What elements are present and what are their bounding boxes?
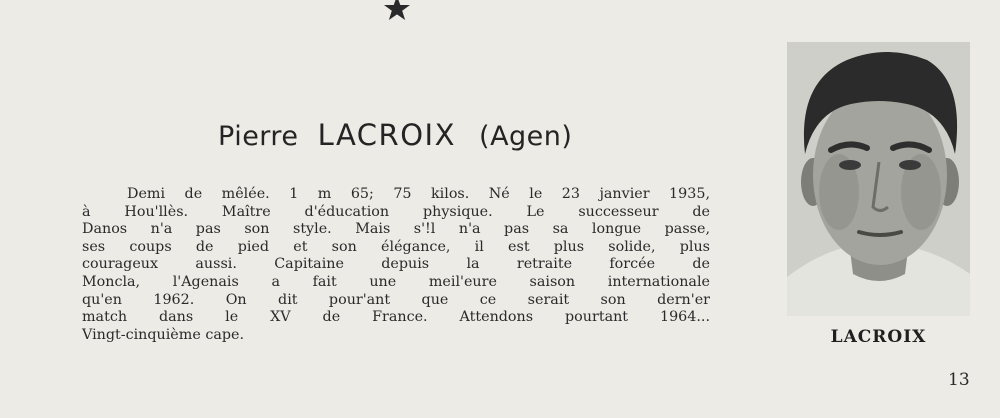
bio-line: Demi de mêlée. 1 m 65; 75 kilos. Né le 23 janvier 1935,	[127, 186, 710, 202]
bio-line: match dans le XV de France. Attendons pourtant 1964...	[82, 309, 710, 326]
page-number: 13	[948, 370, 970, 390]
bio-line: qu'en 1962. On dit pour'ant que ce serait son dern'er	[82, 291, 710, 308]
bio-line: ses coups de pied et son élégance, il est plus solide, plus	[82, 238, 710, 255]
player-first-name: Pierre	[218, 121, 299, 152]
bio-line: courageux aussi. Capitaine depuis la retraite forcée de	[82, 256, 710, 273]
player-heading	[218, 118, 572, 152]
player-portrait	[787, 42, 970, 316]
bio-line: Moncla, l'Agenais a fait une meil'eure saison internationale	[82, 273, 710, 290]
portrait-caption: LACROIX	[830, 327, 927, 347]
bio-line: Danos n'a pas son style. Mais s'!l n'a pas sa longue passe,	[82, 221, 710, 238]
star-icon	[383, 0, 411, 22]
player-last-name: LACROIX	[317, 118, 456, 152]
player-club: (Agen)	[479, 121, 573, 152]
bio-line: Vingt-cinquième cape.	[82, 326, 245, 343]
bio-line: à Hou'llès. Maître d'éducation physique. Le successeur de	[82, 203, 710, 220]
player-biography	[82, 186, 710, 344]
